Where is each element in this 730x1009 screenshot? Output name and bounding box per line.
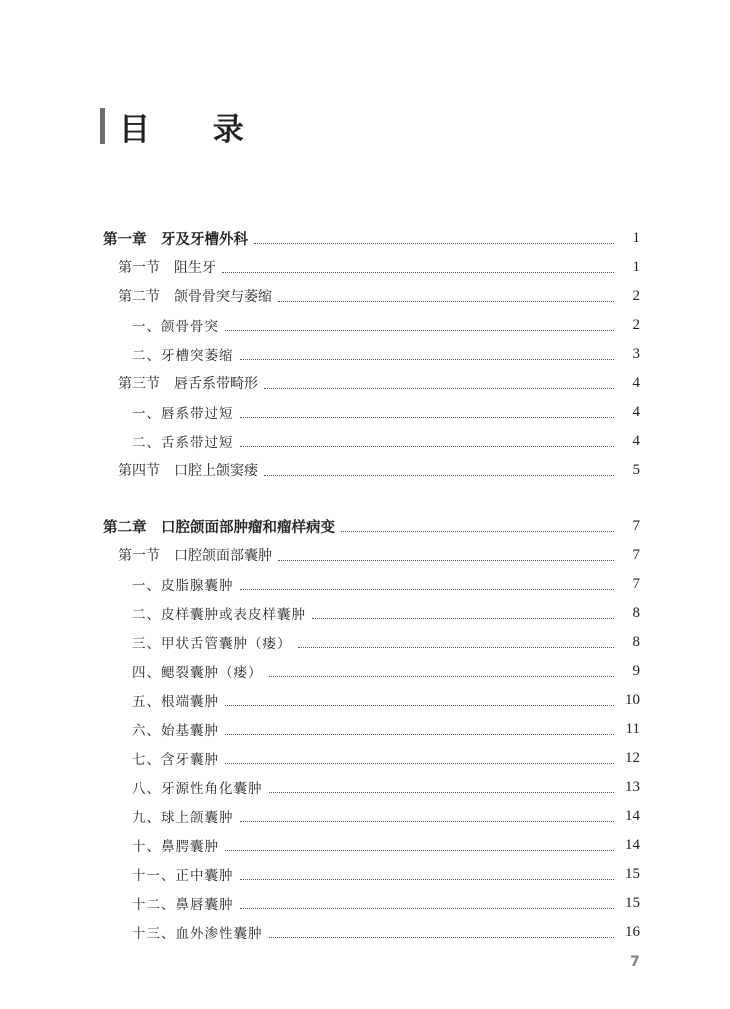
toc-entry-page: 12 [625,749,640,766]
toc-entry-page: 2 [632,287,640,304]
dot-leader [312,618,614,619]
toc-entry-item[interactable] [132,689,640,711]
toc-entry-label: 十一、正中囊肿 [132,868,234,884]
toc-entry-label: 一、皮脂腺囊肿 [132,578,234,594]
dot-leader [269,937,615,938]
toc-entry-label: 第一节 阻生牙 [118,260,216,276]
toc-entry-page: 7 [632,517,640,534]
toc-entry-page: 9 [632,662,640,679]
toc-entry-section[interactable] [118,459,640,481]
dot-leader [222,272,614,273]
toc-entry-label: 十、鼻腭囊肿 [132,839,219,855]
toc-entry-item[interactable] [132,834,640,856]
toc-entry-page: 1 [632,229,640,246]
dot-leader [269,792,615,793]
toc-entry-page: 14 [625,807,640,824]
toc-entry-section[interactable] [118,372,640,394]
dot-leader [225,734,614,735]
toc-entry-label: 七、含牙囊肿 [132,752,219,768]
toc-entry-page: 5 [632,461,640,478]
toc-entry-page: 8 [632,633,640,650]
toc-entry-item[interactable] [132,892,640,914]
toc-entry-label: 第一节 口腔颌面部囊肿 [118,548,272,564]
toc-entry-page: 15 [625,894,640,911]
toc-entry-page: 15 [625,865,640,882]
dot-leader [341,531,614,532]
toc-entry-chapter[interactable] [103,515,640,537]
dot-leader [254,243,614,244]
toc-entry-section[interactable] [118,285,640,307]
toc-entry-chapter[interactable] [103,227,640,249]
toc-entry-page: 2 [632,316,640,333]
page-title: 目 录 [119,111,270,148]
toc-entry-item[interactable] [132,314,640,336]
toc-entry-label: 四、鳃裂囊肿（瘘） [132,665,263,681]
toc-entry-item[interactable] [132,430,640,452]
toc-entry-page: 1 [632,258,640,275]
toc-entry-page: 4 [632,432,640,449]
toc-entry-item[interactable] [132,573,640,595]
toc-entry-page: 7 [632,546,640,563]
dot-leader [240,908,615,909]
toc-entry-label: 八、牙源性角化囊肿 [132,781,263,797]
toc-heading [100,104,270,148]
toc-entry-section[interactable] [118,256,640,278]
toc-entry-item[interactable] [132,921,640,943]
dot-leader [225,850,614,851]
toc-entry-label: 第三节 唇舌系带畸形 [118,376,258,392]
dot-leader [240,417,615,418]
toc-entry-page: 14 [625,836,640,853]
toc-entry-label: 一、唇系带过短 [132,406,234,422]
toc-entry-item[interactable] [132,660,640,682]
toc-entry-label: 第一章 牙及牙槽外科 [103,231,248,248]
toc-entry-item[interactable] [132,602,640,624]
toc-entry-page: 10 [625,691,640,708]
toc-entry-item[interactable] [132,747,640,769]
toc-entry-page: 8 [632,604,640,621]
toc-entry-item[interactable] [132,805,640,827]
toc-entry-item[interactable] [132,401,640,423]
toc-entry-item[interactable] [132,863,640,885]
dot-leader [240,821,615,822]
toc-entry-label: 十三、血外渗性囊肿 [132,926,263,942]
toc-entry-item[interactable] [132,631,640,653]
dot-leader [240,589,615,590]
dot-leader [225,763,614,764]
toc-entry-label: 二、皮样囊肿或表皮样囊肿 [132,607,306,623]
dot-leader [298,647,615,648]
toc-entry-item[interactable] [132,776,640,798]
dot-leader [264,475,614,476]
toc-entry-page: 11 [625,720,640,737]
toc-entry-label: 二、牙槽突萎缩 [132,348,234,364]
toc-entry-label: 九、球上颌囊肿 [132,810,234,826]
dot-leader [240,359,615,360]
toc-entry-label: 三、甲状舌管囊肿（瘘） [132,636,292,652]
toc-entry-label: 五、根端囊肿 [132,694,219,710]
toc-entry-page: 4 [632,403,640,420]
dot-leader [225,330,614,331]
toc-entry-label: 第二章 口腔颌面部肿瘤和瘤样病变 [103,519,335,536]
toc-entry-page: 16 [625,923,640,940]
dot-leader [240,446,615,447]
toc-entry-label: 第四节 口腔上颌窦瘘 [118,463,258,479]
dot-leader [264,388,614,389]
toc-entry-page: 7 [632,575,640,592]
toc-entry-label: 二、舌系带过短 [132,435,234,451]
toc-entry-label: 第二节 颌骨骨突与萎缩 [118,289,272,305]
toc-entry-page: 4 [632,374,640,391]
dot-leader [278,301,614,302]
dot-leader [225,705,614,706]
page-number: 7 [630,954,640,970]
dot-leader [269,676,615,677]
toc-entry-label: 六、始基囊肿 [132,723,219,739]
toc-entry-item[interactable] [132,343,640,365]
toc-entry-label: 一、颌骨骨突 [132,319,219,335]
toc-entry-section[interactable] [118,544,640,566]
toc-entry-item[interactable] [132,718,640,740]
toc-entry-page: 3 [632,345,640,362]
dot-leader [278,560,614,561]
toc-entry-page: 13 [625,778,640,795]
dot-leader [240,879,615,880]
toc-entry-label: 十二、鼻唇囊肿 [132,897,234,913]
heading-accent-bar [100,108,105,144]
